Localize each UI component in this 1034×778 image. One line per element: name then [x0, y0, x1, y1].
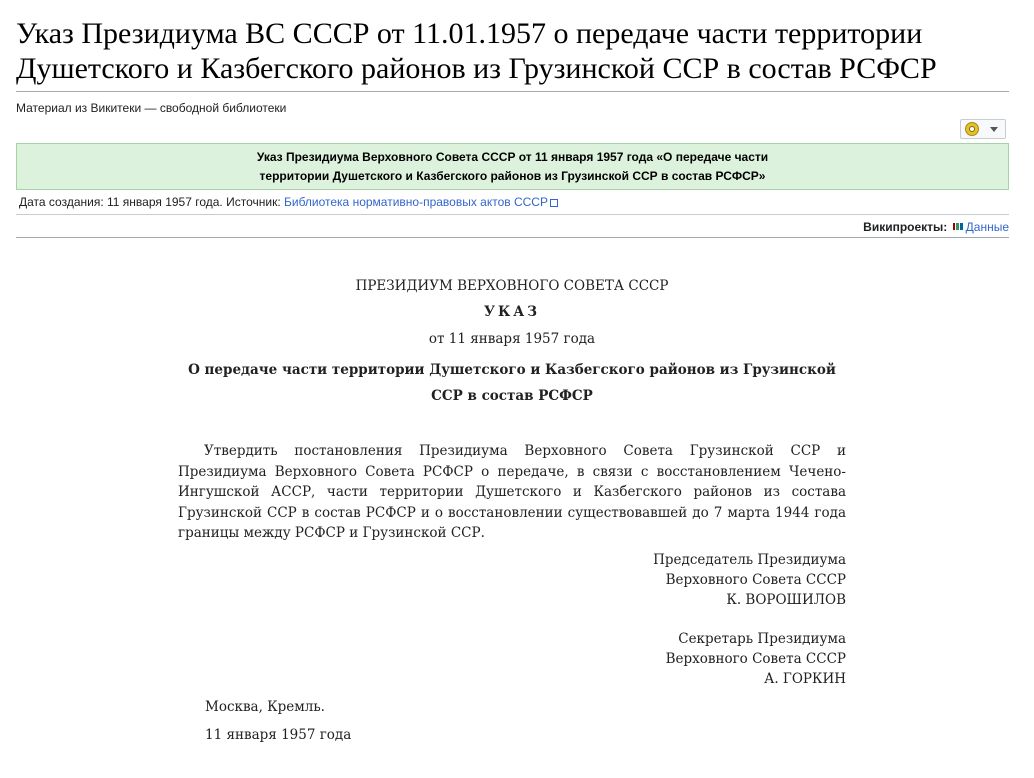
signing-place: Москва, Кремль. [205, 699, 325, 715]
header-line-1: Указ Президиума Верховного Совета СССР от 11 января 1957 года «О передаче части [256, 150, 769, 164]
signature-chairman-name: К. ВОРОШИЛОВ [726, 592, 846, 608]
creation-meta [19, 195, 558, 209]
decree-date: от 11 января 1957 года [428, 331, 596, 347]
meta-divider [16, 214, 1009, 215]
document-divider [16, 237, 1009, 238]
title-divider [16, 91, 1009, 92]
wikidata-icon [953, 223, 963, 230]
external-link-icon [550, 199, 558, 207]
issuer-heading: ПРЕЗИДИУМ ВЕРХОВНОГО СОВЕТА СССР [355, 278, 669, 294]
creation-date-text: Дата создания: 11 января 1957 года. Источник: [19, 195, 284, 209]
header-line-2: территории Душетского и Казбегского районов из Грузинской ССР в состав РСФСР» [259, 169, 766, 183]
signature-chairman-title-2: Верховного Совета СССР [665, 572, 846, 588]
chevron-down-icon [990, 127, 998, 132]
signature-secretary-title-1: Секретарь Президиума [678, 631, 846, 647]
source-link[interactable]: Библиотека нормативно-правовых актов СССР [283, 195, 548, 209]
decree-text: Утвердить постановления Президиума Верховного Совета Грузинской ССР и Президиума Верховного Совета РСФСР о передаче, в связи с восстановлением Чечено-Ингушской АССР, части территории Душетского и Казбегского районов из состава Грузинской ССР в состав РСФСР и о восстановлении существовавшей до 7 марта 1944 года границы между РСФСР и Грузинской ССР. [178, 443, 846, 541]
signing-date: 11 января 1957 года [205, 727, 352, 743]
decree-heading-line-2: ССР в состав РСФСР [431, 388, 593, 404]
wikidata-link[interactable]: Данные [965, 220, 1009, 234]
decree-kind: УКАЗ [484, 304, 540, 320]
wikiprojects-bar [863, 220, 1009, 234]
signature-chairman [653, 550, 846, 610]
decree-heading-line-1: О передаче части территории Душетского и Казбегского районов из Грузинской [188, 362, 836, 378]
signature-secretary [666, 629, 846, 689]
site-subtitle: Материал из Викитеки — свободной библиотеки [16, 101, 287, 115]
page-title: Указ Президиума ВС СССР от 11.01.1957 о передаче части территории Душетского и Казбегского районов из Грузинской ССР в состав РСФСР [16, 17, 937, 85]
watch-button[interactable] [960, 119, 1006, 139]
signature-secretary-name: А. ГОРКИН [764, 671, 846, 687]
eye-icon [965, 122, 979, 136]
signature-chairman-title-1: Председатель Президиума [653, 552, 846, 568]
signature-secretary-title-2: Верховного Совета СССР [665, 651, 846, 667]
decree-heading [178, 357, 846, 409]
work-header-box [16, 143, 1009, 190]
wikiprojects-label: Википроекты: [863, 220, 948, 234]
